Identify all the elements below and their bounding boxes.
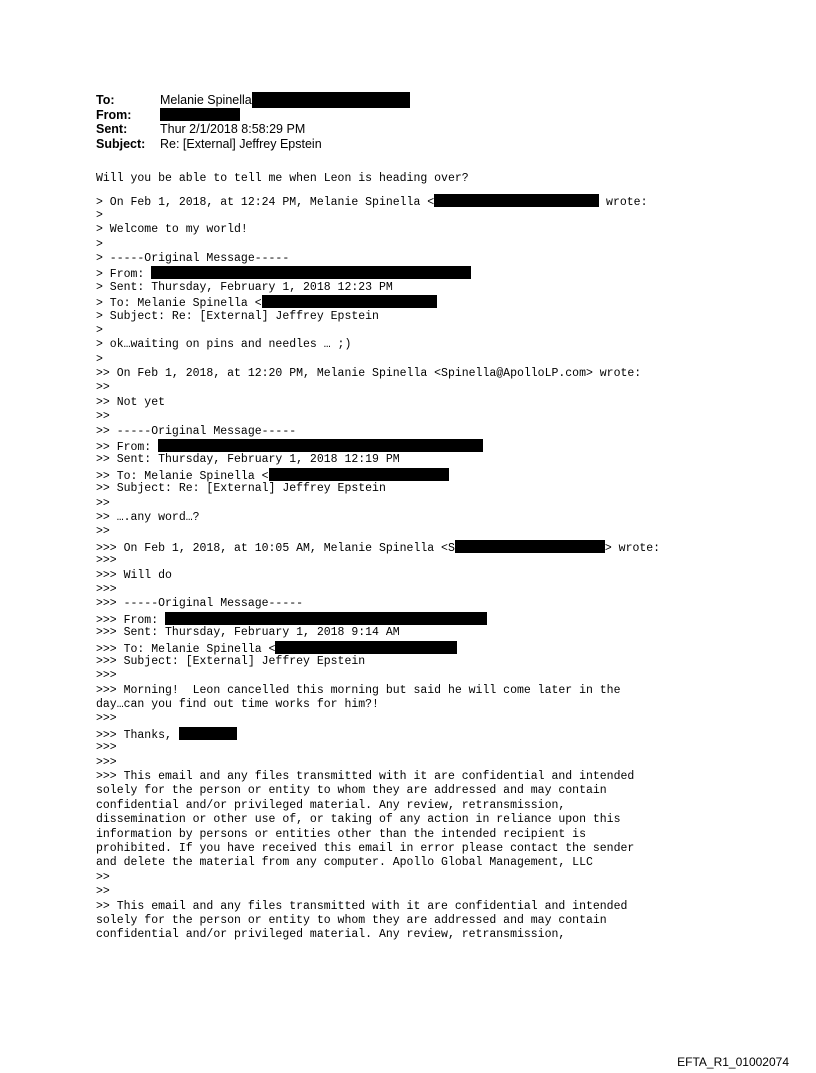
email-line-text: and delete the material from any computer. Apollo Global Management, LLC [96, 856, 593, 870]
email-line-text: > To: Melanie Spinella < [96, 297, 262, 311]
email-line [96, 439, 736, 453]
email-line-text: >> [96, 525, 110, 539]
email-line [96, 583, 736, 597]
email-line [96, 612, 736, 626]
subject-value: Re: [External] Jeffrey Epstein [160, 136, 322, 151]
redaction-block [160, 108, 240, 121]
subject-label: Subject: [96, 136, 146, 151]
email-line [96, 756, 736, 770]
email-line-text: > [96, 323, 103, 337]
email-line-text: >>> Thanks, [96, 728, 179, 742]
email-line-text: dissemination or other use of, or taking of any action in reliance upon this [96, 813, 621, 827]
redaction-block [262, 295, 437, 308]
email-line-text: day…can you find out time works for him?! [96, 698, 379, 712]
redaction-block [275, 641, 457, 654]
email-line [96, 828, 736, 842]
email-line-suffix: > wrote: [604, 541, 661, 555]
email-line-text: > [96, 352, 103, 366]
redaction-block [158, 439, 483, 452]
email-line-text: >>> Will do [96, 568, 172, 582]
email-line [96, 223, 736, 237]
email-line [96, 172, 736, 186]
email-line-text: >> On Feb 1, 2018, at 12:20 PM, Melanie Spinella <Spinella@ApolloLP.com> wrote: [96, 367, 642, 381]
email-line [96, 684, 736, 698]
email-line [96, 727, 736, 741]
email-line [96, 799, 736, 813]
email-line [96, 367, 736, 381]
email-line-text: confidential and/or privileged material. Any review, retransmission, [96, 798, 566, 812]
redaction-block [455, 540, 605, 553]
email-line [96, 712, 736, 726]
email-line [96, 554, 736, 568]
redaction-block [434, 194, 599, 207]
email-line-text: >> [96, 496, 110, 510]
email-line-text: >>> [96, 669, 117, 683]
email-line [96, 770, 736, 784]
email-line [96, 468, 736, 482]
email-line-text: > Welcome to my world! [96, 223, 248, 237]
email-line-text: solely for the person or entity to whom they are addressed and may contain [96, 784, 607, 798]
email-line-suffix: wrote: [599, 196, 648, 210]
email-line [96, 410, 736, 424]
email-line-text: Will you be able to tell me when Leon is heading over? [96, 172, 469, 185]
sent-row [96, 122, 736, 137]
email-line-text: >>> -----Original Message----- [96, 597, 304, 611]
redaction-block [269, 468, 449, 481]
email-line [96, 914, 736, 928]
email-line [96, 209, 736, 223]
email-line [96, 900, 736, 914]
email-line [96, 482, 736, 496]
redaction-block [252, 92, 410, 108]
email-line-text: >> -----Original Message----- [96, 424, 297, 438]
email-line-text: >>> [96, 712, 117, 726]
email-line [96, 741, 736, 755]
email-line-text: >> [96, 885, 110, 899]
email-line-text: > From: [96, 268, 152, 282]
to-value: Melanie Spinella [160, 93, 252, 107]
email-line [96, 310, 736, 324]
email-line [96, 569, 736, 583]
email-line [96, 453, 736, 467]
to-label: To: [96, 93, 115, 107]
email-line-text: > [96, 208, 103, 222]
email-line-text: >> This email and any files transmitted with it are confidential and intended [96, 899, 628, 913]
email-body [96, 172, 736, 943]
email-line [96, 626, 736, 640]
email-line [96, 641, 736, 655]
to-row [96, 93, 736, 108]
email-line-text: >>> To: Melanie Spinella < [96, 642, 276, 656]
email-line [96, 338, 736, 352]
email-line-text: >> [96, 410, 110, 424]
email-line-text: >> [96, 870, 110, 884]
email-line [96, 324, 736, 338]
email-line-text: >> Not yet [96, 395, 166, 409]
email-line-text: > On Feb 1, 2018, at 12:24 PM, Melanie Spinella < [96, 196, 435, 210]
email-line-text: >>> [96, 741, 117, 755]
email-line [96, 497, 736, 511]
email-line-text: >> To: Melanie Spinella < [96, 469, 269, 483]
email-line-text: >>> From: [96, 613, 166, 627]
email-line-text: >> Sent: Thursday, February 1, 2018 12:19 PM [96, 453, 400, 467]
email-line [96, 238, 736, 252]
email-line-text: >>> Morning! Leon cancelled this morning but said he will come later in the [96, 683, 621, 697]
email-line-text: >>> On Feb 1, 2018, at 10:05 AM, Melanie Spinella <S [96, 541, 455, 555]
email-line-text: >> ….any word…? [96, 510, 200, 524]
email-line [96, 266, 736, 280]
email-line-text: > Subject: Re: [External] Jeffrey Epstein [96, 309, 379, 323]
email-line-text: >> [96, 381, 110, 395]
email-line [96, 669, 736, 683]
email-line [96, 597, 736, 611]
from-row [96, 108, 736, 123]
email-line [96, 353, 736, 367]
document-id: EFTA_R1_01002074 [677, 1055, 789, 1069]
email-line-text: > Sent: Thursday, February 1, 2018 12:23 PM [96, 280, 393, 294]
email-line [96, 885, 736, 899]
email-line [96, 511, 736, 525]
email-line-text: >>> [96, 755, 117, 769]
email-line [96, 381, 736, 395]
email-line-text: >>> This email and any files transmitted with it are confidential and intended [96, 770, 635, 784]
email-line [96, 871, 736, 885]
redaction-block [165, 612, 487, 625]
email-line-text: > ok…waiting on pins and needles … ;) [96, 338, 352, 352]
email-line-text: >>> Sent: Thursday, February 1, 2018 9:14 AM [96, 626, 400, 640]
email-line-text: confidential and/or privileged material. Any review, retransmission, [96, 928, 566, 942]
sent-label: Sent: [96, 122, 128, 136]
email-line [96, 525, 736, 539]
email-line [96, 194, 736, 208]
redaction-block [179, 727, 237, 740]
email-line [96, 928, 736, 942]
email-line [96, 396, 736, 410]
email-line [96, 295, 736, 309]
email-line [96, 698, 736, 712]
from-label: From: [96, 107, 132, 122]
email-line-text: > -----Original Message----- [96, 251, 290, 265]
sent-value: Thur 2/1/2018 8:58:29 PM [160, 122, 306, 136]
email-line [96, 281, 736, 295]
email-line [96, 784, 736, 798]
email-line-text: >>> Subject: [External] Jeffrey Epstein [96, 654, 366, 668]
redaction-block [151, 266, 471, 279]
email-line [96, 252, 736, 266]
email-line [96, 540, 736, 554]
email-line-text: >>> [96, 582, 117, 596]
email-line [96, 655, 736, 669]
email-line-text: solely for the person or entity to whom they are addressed and may contain [96, 913, 607, 927]
email-line [96, 425, 736, 439]
email-line [96, 842, 736, 856]
email-line [96, 856, 736, 870]
email-line [96, 813, 736, 827]
email-line-text: >> Subject: Re: [External] Jeffrey Epstein [96, 482, 386, 496]
email-line-text: > [96, 237, 103, 251]
email-line-text: >> From: [96, 441, 159, 455]
email-line-text: information by persons or entities other than the intended recipient is [96, 827, 586, 841]
email-line-text: prohibited. If you have received this email in error please contact the sender [96, 841, 635, 855]
email-line-text: >>> [96, 554, 117, 568]
subject-row [96, 137, 736, 152]
email-header [96, 93, 736, 151]
